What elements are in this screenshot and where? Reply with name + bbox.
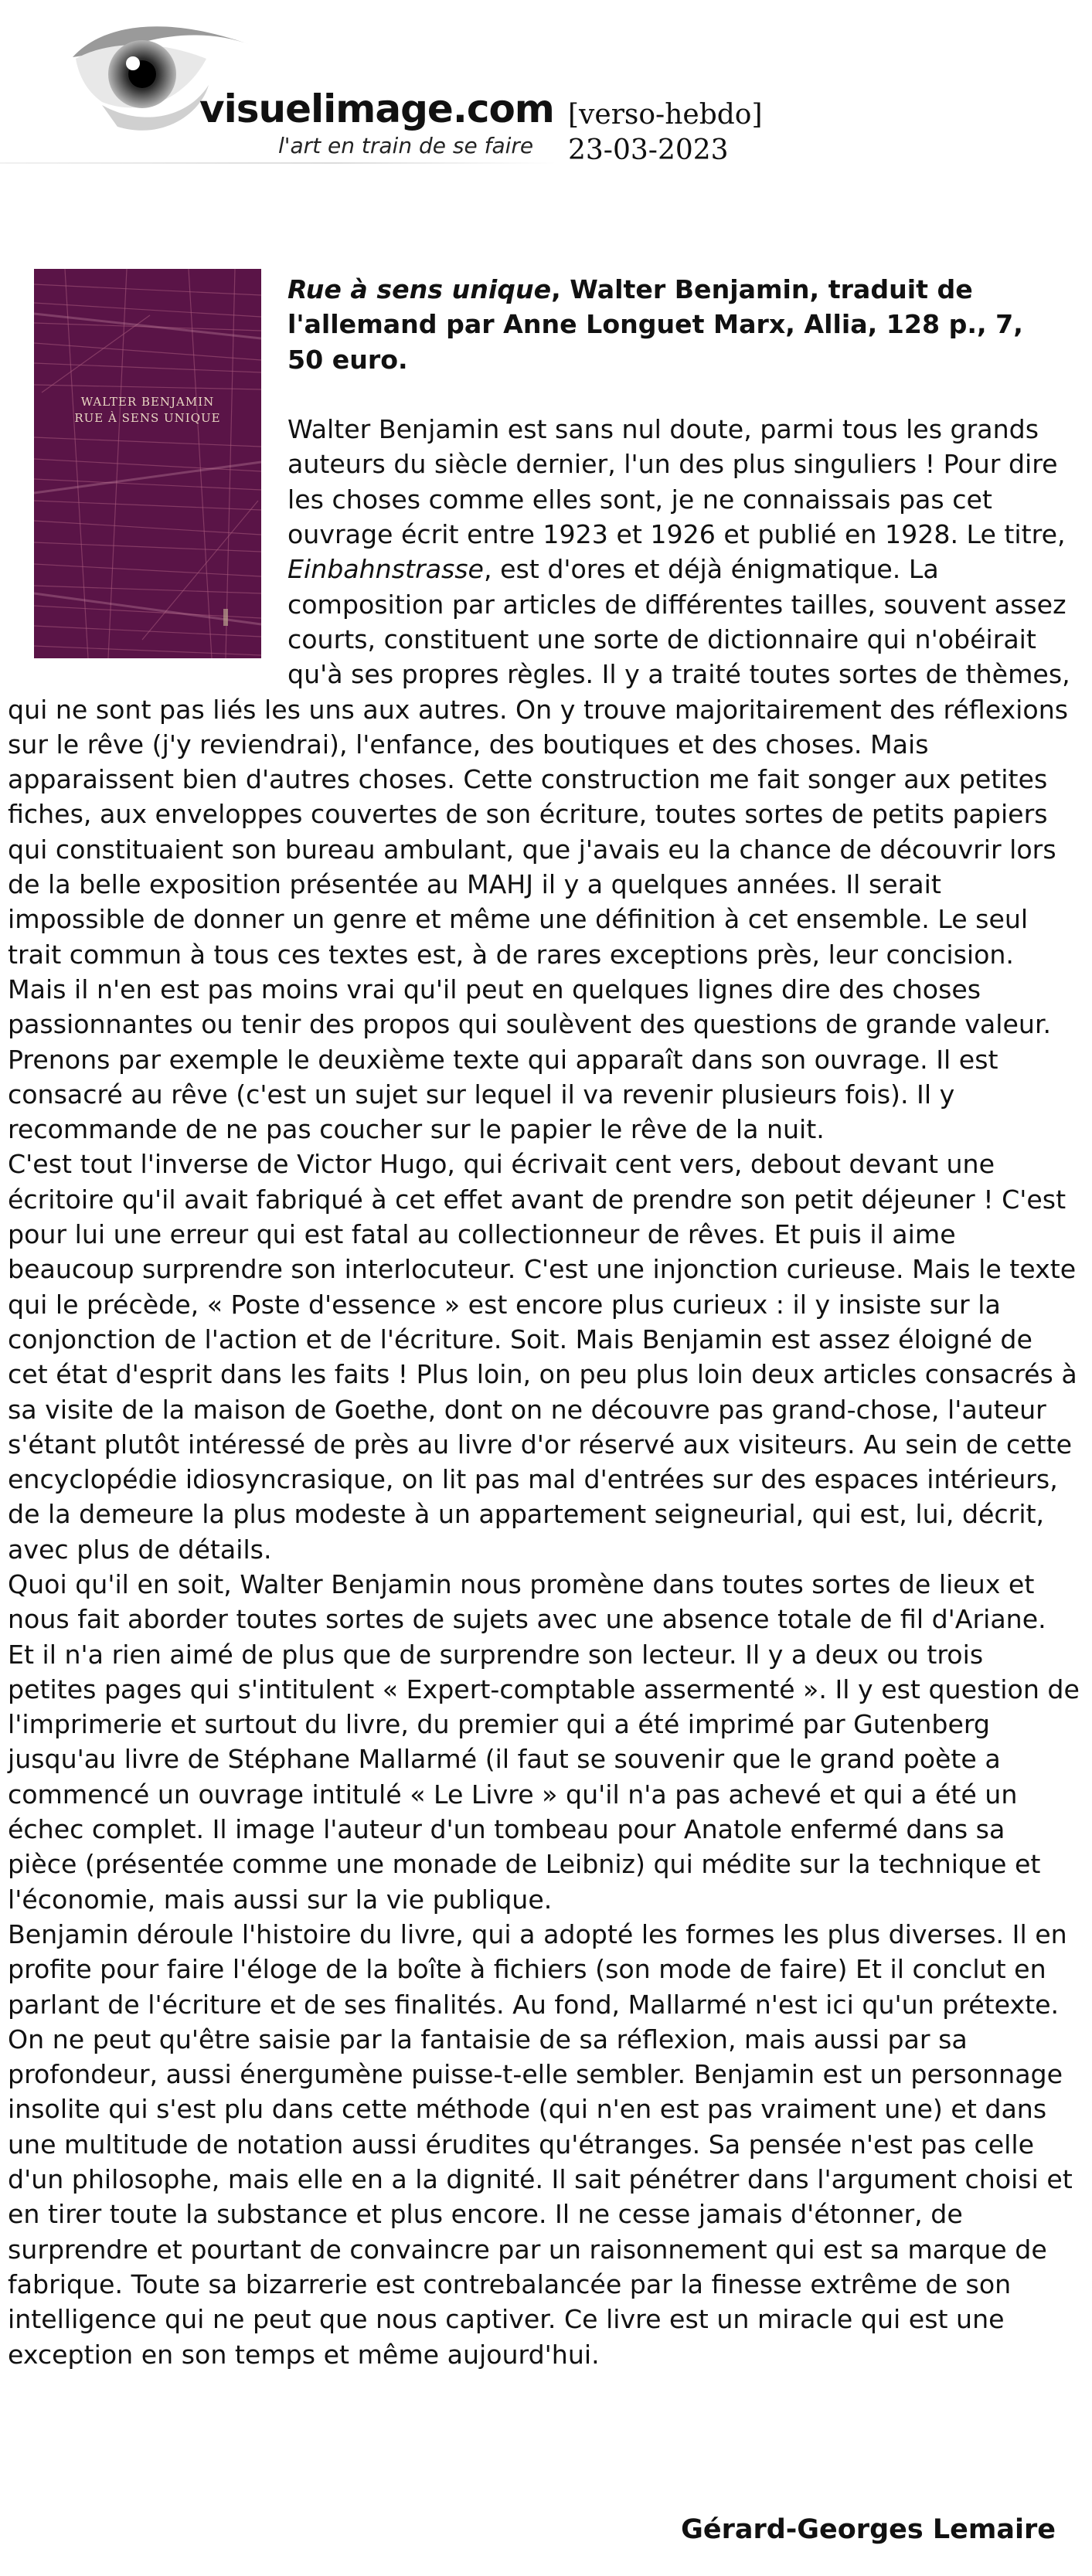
author-signature: Gérard-Georges Lemaire — [681, 2514, 1056, 2545]
book-details: , Walter Benjamin, traduit de l'allemand par Anne Longuet Marx, Allia, 128 p., 7, 50 euro. — [287, 274, 1023, 375]
site-name[interactable]: visuelimage.com — [199, 87, 554, 131]
article-paragraph-4: Benjamin déroule l'histoire du livre, qui a adopté les formes les plus diverses. Il en profite pour faire l'éloge de la boîte à fichiers (son mode de faire) Et il conclut en parlant de l'écriture et de ses finalités. Au fond, Mallarmé n'est ici qu'un prétexte. On ne peut qu'être saisie par la fantaisie de sa réflexion, mais aussi par sa profondeur, aussi énergumène puisse-t-elle sembler. Benjamin est un personnage insolite qui s'est plu dans cette méthode (qui n'en est pas vraiment une) et dans une multitude de notation aussi érudites qu'étranges. Sa pensée n'est pas celle d'un philosophe, mais elle en a la dignité. Il sait pénétrer dans l'argument choisi et en tirer toute la substance et plus encore. Il ne cesse jamais d'étonner, de surprendre et pourtant de convaincre par un raisonnement qui est sa marque de fabrique. Toute sa bizarrerie est contrebalancée par la finesse extrême de son intelligence qui ne peut que nous captiver. Ce livre est un miracle qui est une exception en son temps et même aujourd'hui. — [8, 1918, 1073, 2370]
article — [0, 272, 1092, 2372]
cover-author: WALTER BENJAMIN — [80, 395, 215, 409]
cover-float-spacer — [0, 272, 287, 658]
book-title: Rue à sens unique — [287, 274, 552, 304]
article-paragraph-2: C'est tout l'inverse de Victor Hugo, qui écrivait cent vers, debout devant une écritoire qu'il avait fabriqué à cet effet avant de prendre son petit déjeuner ! C'est pour lui une erreur qui est fatal au collectionneur de rêves. Et puis il aime beaucoup surprendre son interlocuteur. C'est une injonction curieuse. Mais le texte qui le précède, « Poste d'essence » est encore plus curieux : il y insiste sur la conjonction de l'action et de l'écriture. Soit. Mais Benjamin est assez éloigné de cet état d'esprit dans les faits ! Plus loin, on peu plus loin deux articles consacrés à sa visite de la maison de Goethe, dont on ne découvre pas grand-chose, l'auteur s'étant plutôt intéressé de près au livre d'or réservé aux visiteurs. Au sein de cette encyclopédie idiosyncrasique, on lit pas mal d'entrées sur des espaces intérieurs, de la demeure la plus modeste à un appartement seigneurial, qui est, lui, décrit, avec plus de détails. — [8, 1149, 1077, 1565]
paragraph-1-end: , est d'ores et déjà énigmatique. La composition par articles de différentes tailles, souvent assez courts, constituent une sorte de dictionnaire qui n'obéirait qu'à ses propres règles. Il y a traité toutes sortes de thèmes, qui ne sont pas liés les uns aux autres. On y trouve majoritairement des réflexions sur le rêve (j'y reviendrai), l'enfance, des boutiques et des choses. Mais apparaissent bien d'autres choses. Cette construction me fait songer aux petites fiches, aux enveloppes couvertes de son écriture, toutes sortes de petits papiers qui constituaient son bureau ambulant, que j'avais eu la chance de découvrir lors de la belle exposition présentée au MAHJ il y a quelques années. Il serait impossible de donner un genre et même une définition à cet ensemble. Le seul trait commun à tous ces textes est, à de rares exceptions près, leur concision. Mais il n'en est pas moins vrai qu'il peut en quelques lignes dire des choses passionnantes ou tenir des propos qui soulèvent des questions de grande valeur. Prenons par exemple le deuxième texte qui apparaît dans son ouvrage. Il est consacré au rêve (c'est un sujet sur lequel il va revenir plusieurs fois). Il y recommande de ne pas coucher sur le papier le rêve de la nuit. — [8, 554, 1070, 1145]
header-divider — [0, 162, 556, 164]
article-body — [0, 412, 1092, 2372]
site-header — [0, 0, 1092, 166]
cover-title: RUE À SENS UNIQUE — [74, 411, 221, 425]
original-title: Einbahnstrasse — [287, 554, 484, 585]
issue-date: 23-03-2023 — [568, 134, 729, 166]
site-tagline: l'art en train de se faire — [278, 133, 534, 158]
paragraph-1-start: Walter Benjamin est sans nul doute, parmi tous les grands auteurs du siècle dernier, l'un des plus singuliers ! Pour dire les choses comme elles sont, je ne connaissais pas cet ouvrage écrit entre 1923 et 1926 et publié en 1928. Le titre, — [287, 414, 1066, 550]
section-tag: [verso-hebdo] — [568, 99, 763, 131]
article-paragraph-3: Quoi qu'il en soit, Walter Benjamin nous promène dans toutes sortes de lieux et nous fait aborder toutes sortes de sujets avec une absence totale de fil d'Ariane. Et il n'a rien aimé de plus que de surprendre son lecteur. Il y a deux ou trois petites pages qui s'intitulent « Expert-comptable assermenté ». Il y est question de l'imprimerie et surtout du livre, du premier qui a été imprimé par Gutenberg jusqu'au livre de Stéphane Mallarmé (il faut se souvenir que le grand poète a commencé un ouvrage intitulé « Le Livre » qu'il n'a pas achevé et qui a été un échec complet. Il image l'auteur d'un tombeau pour Anatole enfermé dans sa pièce (présentée comme une monade de Leibniz) qui médite sur la technique et l'économie, mais aussi sur la vie publique. — [8, 1568, 1080, 1915]
